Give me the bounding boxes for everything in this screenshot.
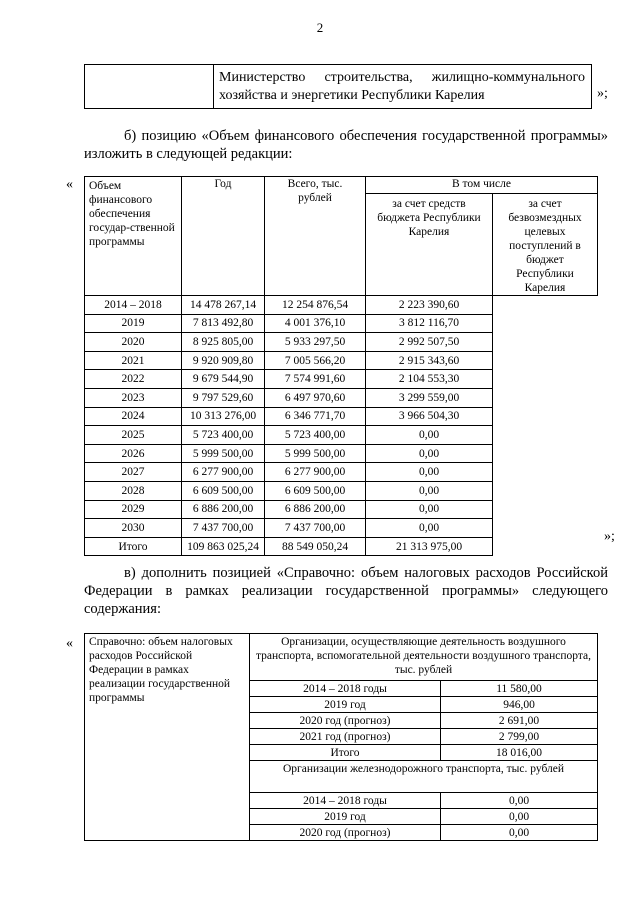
budget-cell: 4 001 376,10: [265, 314, 366, 333]
finance-label: Объем финансового обеспечения государ-ственной программы: [85, 177, 182, 296]
air-header: Организации, осуществляющие деятельность воздушного транспорта, вспомогательной деятельности воздушного транспорта, тыс. рублей: [250, 634, 598, 681]
value-cell: 0,00: [441, 793, 598, 809]
budget-cell: 7 005 566,20: [265, 351, 366, 370]
year-cell: 2027: [85, 463, 182, 482]
value-cell: 2 691,00: [441, 713, 598, 729]
tax-label: Справочно: объем налоговых расходов Российской Федерации в рамках реализации государственной программы: [85, 634, 250, 841]
finance-row: [85, 519, 598, 538]
period-cell: 2014 – 2018 годы: [250, 793, 441, 809]
total-cell: 7 437 700,00: [182, 519, 265, 538]
total-cell: 109 863 025,24: [182, 537, 265, 556]
open-quote-1: «: [66, 177, 73, 192]
budget-cell: 5 723 400,00: [265, 426, 366, 445]
grants-cell: 3 812 116,70: [366, 314, 493, 333]
value-cell: 11 580,00: [441, 681, 598, 697]
finance-row: [85, 537, 598, 556]
total-cell: 9 679 544,90: [182, 370, 265, 389]
finance-row: [85, 388, 598, 407]
year-cell: 2023: [85, 388, 182, 407]
total-cell: 6 277 900,00: [182, 463, 265, 482]
total-cell: 7 813 492,80: [182, 314, 265, 333]
period-cell: Итого: [250, 745, 441, 761]
header-year: Год: [182, 177, 265, 296]
year-cell: 2028: [85, 481, 182, 500]
year-cell: 2022: [85, 370, 182, 389]
grants-cell: 0,00: [366, 444, 493, 463]
finance-row: [85, 481, 598, 500]
period-cell: 2019 год: [250, 697, 441, 713]
grants-cell: 21 313 975,00: [366, 537, 493, 556]
year-cell: 2026: [85, 444, 182, 463]
budget-cell: 7 574 991,60: [265, 370, 366, 389]
closing-quote-2: »;: [604, 529, 615, 544]
budget-cell: 5 999 500,00: [265, 444, 366, 463]
rail-header: Организации железнодорожного транспорта, тыс. рублей: [250, 761, 598, 793]
finance-row: [85, 426, 598, 445]
finance-row: [85, 314, 598, 333]
period-cell: 2021 год (прогноз): [250, 729, 441, 745]
period-cell: 2014 – 2018 годы: [250, 681, 441, 697]
budget-cell: 6 346 771,70: [265, 407, 366, 426]
page-number: 2: [316, 20, 324, 35]
total-cell: 9 920 909,80: [182, 351, 265, 370]
grants-cell: 3 966 504,30: [366, 407, 493, 426]
total-cell: 10 313 276,00: [182, 407, 265, 426]
year-cell: 2020: [85, 333, 182, 352]
value-cell: 2 799,00: [441, 729, 598, 745]
year-cell: 2025: [85, 426, 182, 445]
grants-cell: 2 223 390,60: [366, 296, 493, 315]
air-header-row: [85, 634, 598, 681]
period-cell: 2020 год (прогноз): [250, 713, 441, 729]
year-cell: 2024: [85, 407, 182, 426]
empty-cell: [85, 65, 214, 109]
finance-row: [85, 370, 598, 389]
budget-cell: 6 886 200,00: [265, 500, 366, 519]
finance-row: [85, 463, 598, 482]
budget-cell: 6 609 500,00: [265, 481, 366, 500]
finance-row: [85, 500, 598, 519]
year-cell: 2029: [85, 500, 182, 519]
grants-cell: 0,00: [366, 481, 493, 500]
year-cell: Итого: [85, 537, 182, 556]
year-cell: 2021: [85, 351, 182, 370]
finance-row: [85, 351, 598, 370]
grants-cell: 0,00: [366, 426, 493, 445]
total-cell: 9 797 529,60: [182, 388, 265, 407]
ministry-table: [84, 64, 592, 109]
finance-table: [84, 176, 598, 556]
grants-cell: 2 992 507,50: [366, 333, 493, 352]
grants-cell: 2 104 553,30: [366, 370, 493, 389]
paragraph-b: б) позицию «Объем финансового обеспечения государственной программы» изложить в следующей редакции:: [84, 128, 608, 162]
grants-cell: 0,00: [366, 463, 493, 482]
finance-row: [85, 444, 598, 463]
total-cell: 5 999 500,00: [182, 444, 265, 463]
value-cell: 18 016,00: [441, 745, 598, 761]
budget-cell: 12 254 876,54: [265, 296, 366, 315]
grants-cell: 3 299 559,00: [366, 388, 493, 407]
budget-cell: 7 437 700,00: [265, 519, 366, 538]
ministry-cell: [214, 65, 592, 109]
header-total: Всего, тыс. рублей: [265, 177, 366, 296]
finance-row: [85, 407, 598, 426]
open-quote-2: «: [66, 636, 73, 651]
finance-row: [85, 333, 598, 352]
tax-table: [84, 633, 598, 841]
budget-cell: 6 497 970,60: [265, 388, 366, 407]
value-cell: 0,00: [441, 809, 598, 825]
header-budget: за счет средств бюджета Республики Карелия: [366, 194, 493, 296]
header-including: В том числе: [366, 177, 598, 194]
year-cell: 2014 – 2018: [85, 296, 182, 315]
total-cell: 8 925 805,00: [182, 333, 265, 352]
budget-cell: 6 277 900,00: [265, 463, 366, 482]
period-cell: 2019 год: [250, 809, 441, 825]
year-cell: 2030: [85, 519, 182, 538]
period-cell: 2020 год (прогноз): [250, 825, 441, 841]
grants-cell: 2 915 343,60: [366, 351, 493, 370]
total-cell: 14 478 267,14: [182, 296, 265, 315]
budget-cell: 5 933 297,50: [265, 333, 366, 352]
year-cell: 2019: [85, 314, 182, 333]
paragraph-c: в) дополнить позицией «Справочно: объем налоговых расходов Российской Федерации в рамках реализации государственной программы» следующего содержания:: [84, 565, 608, 617]
total-cell: 6 609 500,00: [182, 481, 265, 500]
value-cell: 0,00: [441, 825, 598, 841]
budget-cell: 88 549 050,24: [265, 537, 366, 556]
total-cell: 5 723 400,00: [182, 426, 265, 445]
grants-cell: 0,00: [366, 519, 493, 538]
total-cell: 6 886 200,00: [182, 500, 265, 519]
ministry-text: Министерство строительства, жилищно-коммунального хозяйства и энергетики Республики Карелия: [219, 70, 585, 103]
grants-cell: 0,00: [366, 500, 493, 519]
header-grants: за счет безвозмездных целевых поступлений в бюджет Республики Карелия: [493, 194, 598, 296]
value-cell: 946,00: [441, 697, 598, 713]
closing-quote-1: »;: [597, 86, 608, 101]
finance-row: [85, 296, 598, 315]
